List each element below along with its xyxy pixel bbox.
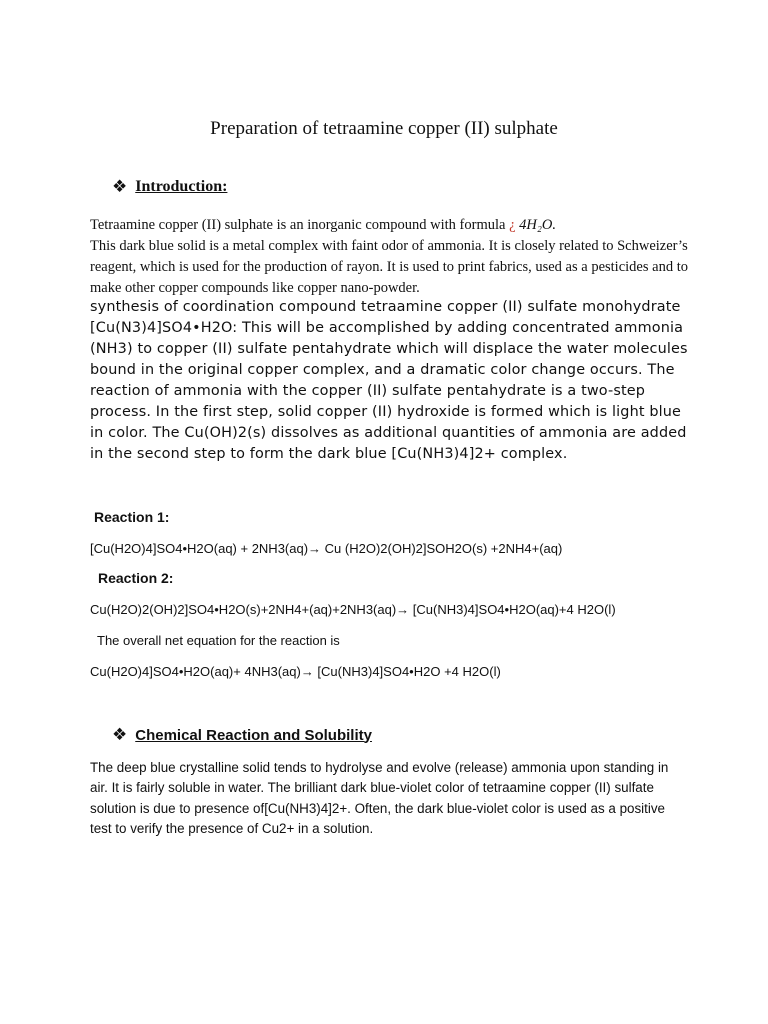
chemical-reaction-heading-text: Chemical Reaction and Solubility <box>135 726 372 744</box>
formula-error-mark: ¿ <box>509 217 516 233</box>
synthesis-paragraph: synthesis of coordination compound tetraamine copper (II) sulfate monohydrate [Cu(N3)4]SO4•H2O: This will be accomplished by adding concentrated ammonia (NH3) to copper (II) sulfate pentahydrate which will displace the water molecules bound in the original copper complex, and a dramatic color change occurs. The reaction of ammonia with the copper (II) sulfate pentahydrate is a two-step process. In the first step, solid copper (II) hydroxide is formed which is light blue in color. The Cu(OH)2(s) dissolves as additional quantities of ammonia are added in the second step to form the dark blue [Cu(NH3)4]2+ complex. <box>90 299 688 462</box>
introduction-heading-text: Introduction: <box>135 178 228 195</box>
formula-math: 4H₂O. <box>515 217 557 233</box>
reaction-1-label: Reaction 1: <box>94 509 170 525</box>
reaction-2-label: Reaction 2: <box>98 570 174 586</box>
reaction-1-equation: [Cu(H2O)4]SO4•H2O(aq) + 2NH3(aq)→ Cu (H2O)2(OH)2]SOH2O(s) +2NH4+(aq) <box>90 541 563 556</box>
net-equation: Cu(H2O)4]SO4•H2O(aq)+ 4NH3(aq)→ [Cu(NH3)4]SO4•H2O +4 H2O(l) <box>90 664 501 679</box>
introduction-heading <box>112 177 227 197</box>
reaction-2-equation: Cu(H2O)2(OH)2]SO4•H2O(s)+2NH4+(aq)+2NH3(aq)→ [Cu(NH3)4]SO4•H2O(aq)+4 H2O(l) <box>90 602 616 617</box>
net-equation-label: The overall net equation for the reaction is <box>97 633 340 648</box>
page-title: Preparation of tetraamine copper (II) sulphate <box>210 118 558 139</box>
chemical-reaction-heading <box>112 725 372 745</box>
introduction-paragraph <box>90 215 690 299</box>
introduction-body-text: This dark blue solid is a metal complex with faint odor of ammonia. It is closely related to Schweizer’s reagent, which is used for the production of rayon. It is used to print fabrics, used as a pesticides and to make other copper compounds like copper nano-powder. <box>90 238 688 296</box>
chemical-reaction-paragraph: The deep blue crystalline solid tends to hydrolyse and evolve (release) ammonia upon standing in air. It is fairly soluble in water. The brilliant dark blue-violet color of tetraamine copper (II) sulfate solution is due to presence of[Cu(NH3)4]2+. Often, the dark blue-violet color is used as a positive test to verify the presence of Cu2+ in a solution. <box>90 760 669 837</box>
formula-lead-text: Tetraamine copper (II) sulphate is an inorganic compound with formula <box>90 217 510 233</box>
diamond-bullet-icon: ❖ <box>112 725 128 744</box>
diamond-bullet-icon: ❖ <box>112 177 128 196</box>
